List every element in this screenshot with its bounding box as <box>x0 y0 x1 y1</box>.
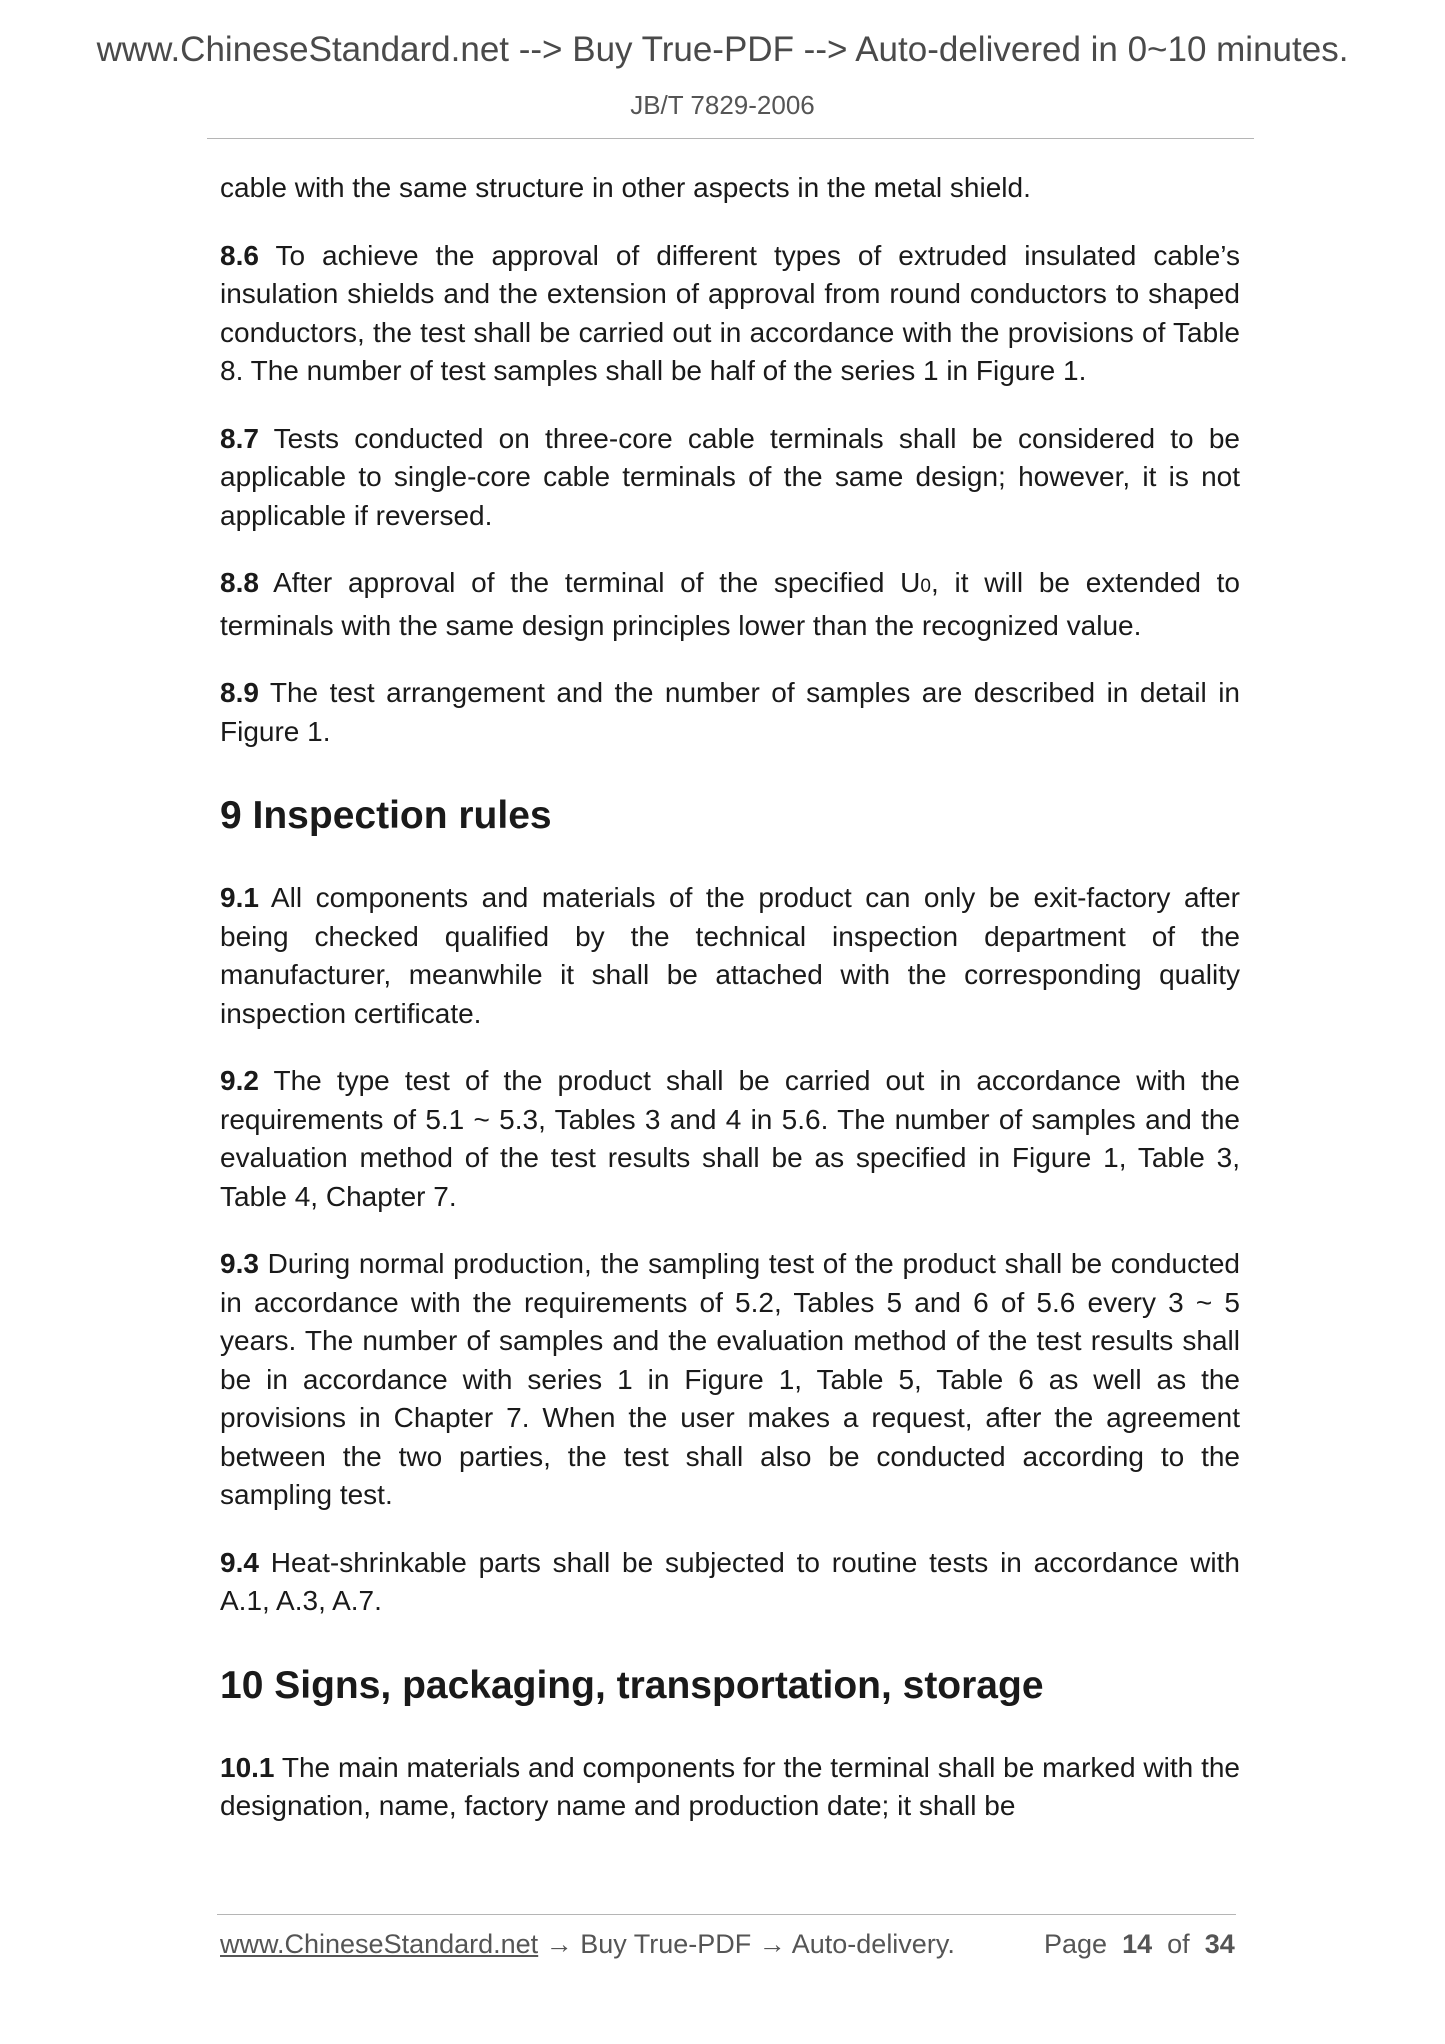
clause-number: 8.6 <box>220 239 259 271</box>
subscript-zero: 0 <box>920 576 931 597</box>
clause-number: 9.4 <box>220 1546 259 1578</box>
clause-number: 9.1 <box>220 882 259 913</box>
header-divider <box>207 138 1254 139</box>
clause-text: During normal production, the sampling test of the product shall be conducted in accordance with the requirements of 5.2, Tables 5 and 6 of 5.6 every 3 ~ 5 years. The number of samples and the evaluation method of the test results shall be in accordance with series 1 in Figure 1, Table 5, Table 6 as well as the provisions in Chapter 7. When the user makes a request, after the agreement between the two parties, the test shall also be conducted according to the sampling test. <box>220 1248 1240 1510</box>
clause-number: 9.2 <box>220 1065 259 1096</box>
clause-text: The test arrangement and the number of samples are described in detail in Figure 1. <box>220 677 1240 747</box>
section-heading-9: 9 Inspection rules <box>220 794 552 837</box>
clause-text-cont: , it will be extended to terminals with the same design principles lower than the recognized value. <box>220 567 1240 641</box>
page-label: Page <box>1044 1929 1108 1959</box>
clause-text: All components and materials of the product can only be exit-factory after being checked qualified by the technical inspection department of the manufacturer, meanwhile it shall be attached with the corresponding quality inspection certificate. <box>220 882 1240 1029</box>
clause-10-1 <box>220 1749 1240 1826</box>
paragraph-continuation: cable with the same structure in other aspects in the metal shield. <box>220 172 1031 203</box>
footer-left <box>220 1929 955 1960</box>
page-total: 34 <box>1204 1929 1235 1959</box>
page-number: 14 <box>1122 1929 1153 1959</box>
top-banner: www.ChineseStandard.net --> Buy True-PDF --> Auto-delivered in 0~10 minutes. <box>96 30 1349 69</box>
of-label: of <box>1167 1929 1190 1959</box>
clause-9-3 <box>220 1245 1240 1515</box>
clause-text: Tests conducted on three-core cable terminals shall be considered to be applicable to single-core cable terminals of the same design; however, it is not applicable if reversed. <box>220 422 1240 531</box>
page-content <box>220 169 1240 1826</box>
footer-tagline: → Buy True-PDF → Auto-delivery. <box>538 1929 955 1959</box>
section-heading-10: 10 Signs, packaging, transportation, storage <box>220 1663 1044 1707</box>
clause-9-2 <box>220 1062 1240 1216</box>
clause-8-7 <box>220 420 1240 536</box>
clause-8-9 <box>220 674 1240 751</box>
clause-8-6 <box>220 237 1240 391</box>
clause-number: 8.7 <box>220 422 259 454</box>
clause-number: 10.1 <box>220 1751 275 1783</box>
clause-number: 8.8 <box>220 567 259 598</box>
page-counter <box>1044 1929 1235 1960</box>
clause-text: After approval of the terminal of the specified U <box>258 567 921 598</box>
clause-9-4 <box>220 1544 1240 1621</box>
clause-text: The main materials and components for the terminal shall be marked with the designation, name, factory name and production date; it shall be <box>220 1751 1240 1821</box>
document-id: JB/T 7829-2006 <box>630 90 815 120</box>
footer-site-link[interactable]: www.ChineseStandard.net <box>220 1929 539 1959</box>
clause-text: To achieve the approval of different types of extruded insulated cable’s insulation shields and the extension of approval from round conductors to shaped conductors, the test shall be carried out in accordance with the provisions of Table 8. The number of test samples shall be half of the series 1 in Figure 1. <box>220 239 1240 386</box>
clause-text: Heat-shrinkable parts shall be subjected to routine tests in accordance with A.1, A.3, A.7. <box>220 1546 1240 1616</box>
footer-divider <box>217 1914 1236 1915</box>
clause-9-1 <box>220 879 1240 1033</box>
clause-number: 9.3 <box>220 1248 259 1279</box>
clause-number: 8.9 <box>220 677 259 708</box>
clause-text: The type test of the product shall be carried out in accordance with the requirements of 5.1 ~ 5.3, Tables 3 and 4 in 5.6. The number of samples and the evaluation method of the test results shall be as specified in Figure 1, Table 3, Table 4, Chapter 7. <box>220 1065 1240 1212</box>
clause-8-8 <box>220 564 1240 645</box>
